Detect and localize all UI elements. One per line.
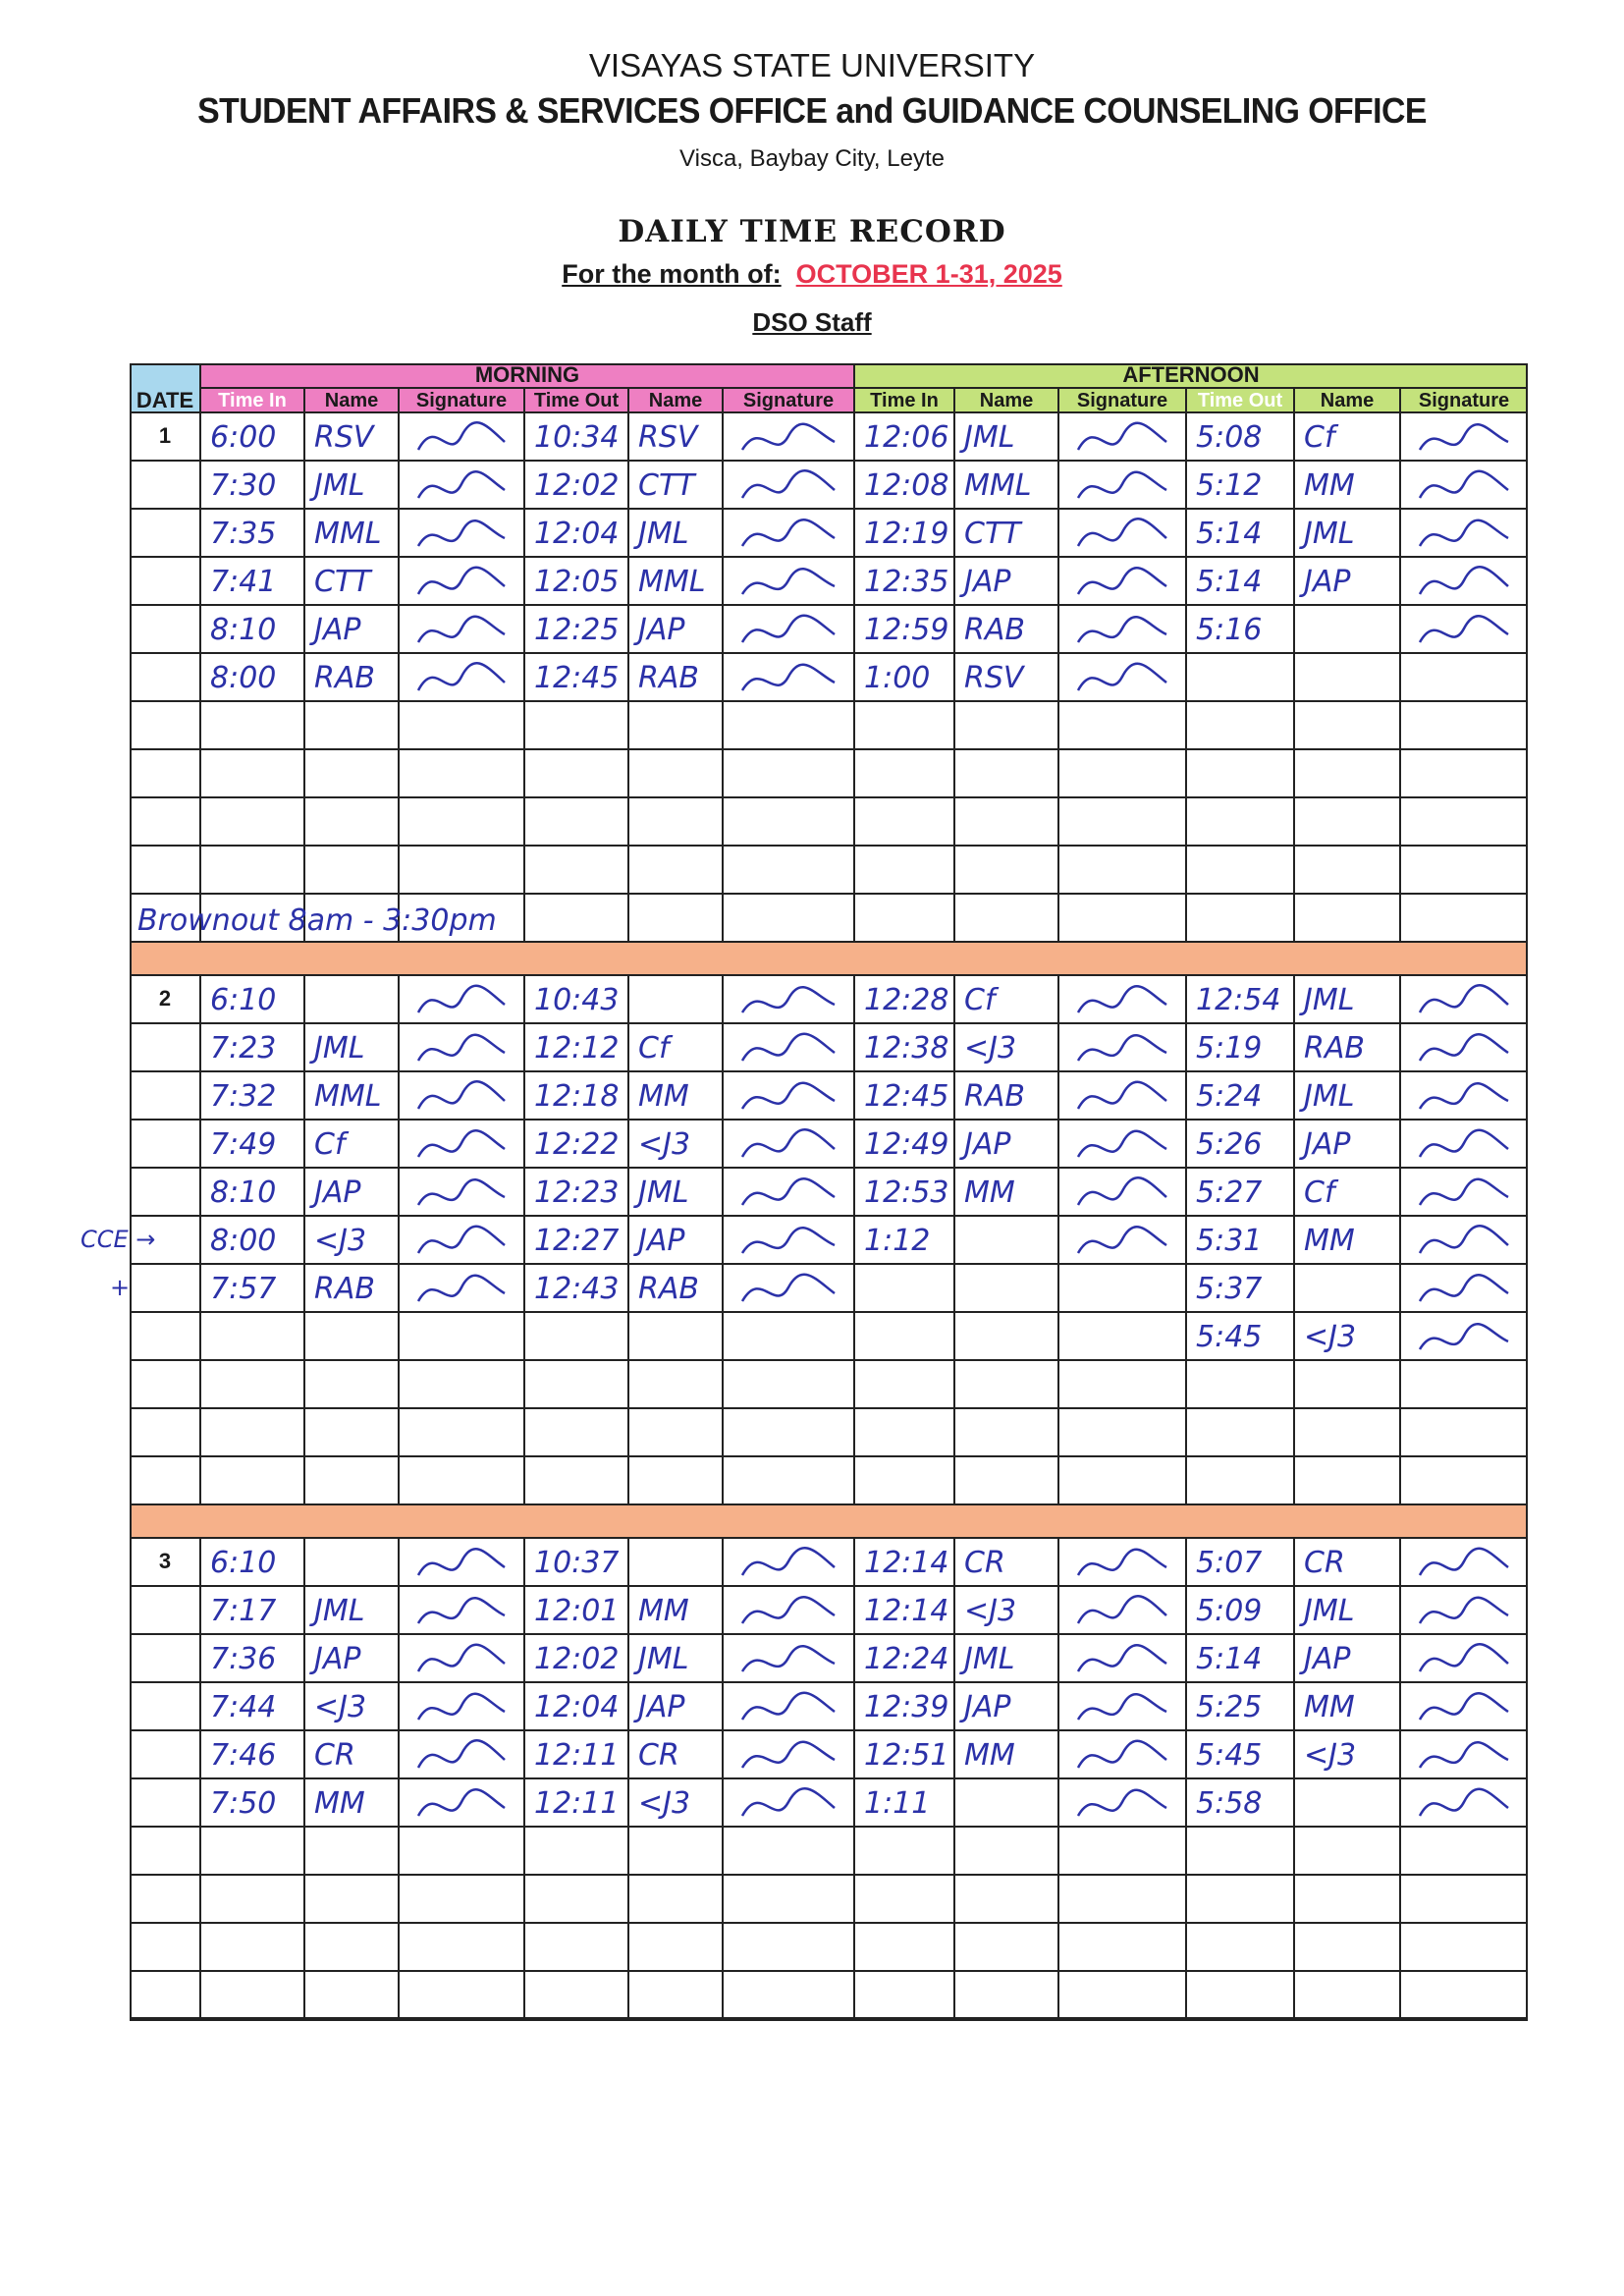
time-entry: 7:23: [210, 1031, 277, 1066]
time-entry: 5:19: [1196, 1031, 1263, 1066]
name-entry: JAP: [1304, 1642, 1351, 1676]
name-entry: JML: [964, 420, 1015, 455]
time-entry: 12:05: [534, 565, 620, 599]
month-line: [0, 259, 1624, 290]
time-entry: 5:26: [1196, 1127, 1263, 1162]
name-entry: JML: [1304, 983, 1355, 1017]
time-entry: 5:45: [1196, 1738, 1263, 1773]
office-name: STUDENT AFFAIRS & SERVICES OFFICE and GUIDANCE COUNSELING OFFICE: [197, 90, 1427, 131]
time-entry: 12:14: [864, 1546, 949, 1580]
col-header-signature: Signature: [1418, 390, 1510, 411]
name-entry: CR: [1304, 1546, 1345, 1580]
time-entry: 5:09: [1196, 1594, 1263, 1628]
signature-mark: [742, 1597, 835, 1623]
signature-mark: [1420, 1549, 1508, 1575]
time-record-table: [81, 362, 1528, 2088]
time-entry: 12:27: [534, 1224, 620, 1258]
time-entry: 12:51: [864, 1738, 949, 1773]
name-entry: Cf: [1304, 420, 1335, 455]
time-entry: 7:35: [210, 517, 277, 551]
name-entry: JAP: [1304, 1127, 1351, 1162]
time-entry: 5:14: [1196, 517, 1263, 551]
time-entry: 12:49: [864, 1127, 949, 1162]
signature-mark: [418, 1179, 505, 1205]
time-entry: 1:11: [864, 1786, 931, 1821]
signature-mark: [1078, 1596, 1166, 1623]
time-entry: 8:10: [210, 613, 277, 647]
signature-mark: [418, 1227, 505, 1253]
name-entry: CTT: [964, 517, 1021, 551]
side-mark: CCE →: [81, 1226, 156, 1253]
time-entry: 12:43: [534, 1272, 620, 1306]
signature-mark: [1078, 1131, 1166, 1157]
name-entry: Cf: [638, 1031, 670, 1066]
name-entry: MML: [314, 1079, 382, 1114]
time-entry: 5:14: [1196, 1642, 1263, 1676]
time-entry: 12:54: [1196, 983, 1281, 1017]
signature-mark: [742, 1275, 835, 1301]
time-entry: 12:28: [864, 983, 949, 1017]
signature-mark: [418, 986, 505, 1012]
time-entry: 7:32: [210, 1079, 277, 1114]
time-entry: 7:57: [210, 1272, 277, 1306]
name-entry: JAP: [964, 1127, 1011, 1162]
name-entry: RAB: [314, 661, 375, 695]
name-entry: JML: [638, 517, 689, 551]
signature-mark: [418, 1276, 505, 1301]
time-entry: 12:23: [534, 1175, 620, 1210]
signature-mark: [418, 663, 505, 690]
time-entry: 7:17: [210, 1594, 277, 1628]
name-entry: MM: [1304, 1690, 1355, 1724]
signature-mark: [1420, 520, 1508, 546]
signature-mark: [418, 568, 505, 594]
time-entry: 12:59: [864, 613, 949, 647]
time-entry: 12:24: [864, 1642, 949, 1676]
name-entry: MM: [638, 1079, 689, 1114]
col-header-time-out: Time Out: [1197, 390, 1283, 411]
signature-mark: [418, 1789, 505, 1816]
time-entry: 12:35: [864, 565, 949, 599]
signature-mark: [742, 1129, 835, 1157]
time-entry: 12:11: [534, 1786, 620, 1821]
date-cell-3: 3: [158, 1549, 172, 1573]
signature-mark: [742, 569, 835, 594]
time-entry: 5:25: [1196, 1690, 1263, 1724]
time-entry: 7:50: [210, 1786, 277, 1821]
signature-mark: [1420, 1742, 1508, 1768]
signature-mark: [418, 471, 505, 498]
time-entry: 12:53: [864, 1175, 949, 1210]
signature-mark: [1078, 617, 1166, 642]
name-entry: MM: [1304, 468, 1355, 503]
signature-mark: [1078, 1227, 1166, 1253]
time-entry: 10:37: [534, 1546, 620, 1580]
signature-mark: [742, 1228, 835, 1253]
time-entry: 12:19: [864, 517, 949, 551]
time-entry: 7:44: [210, 1690, 277, 1724]
side-mark: +: [110, 1274, 131, 1301]
signature-mark: [1420, 1644, 1508, 1671]
signature-mark: [1420, 1275, 1508, 1301]
signature-mark: [1078, 1550, 1166, 1575]
signature-mark: [1078, 1790, 1166, 1816]
signature-mark: [742, 1034, 835, 1061]
name-entry: MML: [964, 468, 1032, 503]
name-entry: Cf: [314, 1127, 346, 1162]
time-entry: 6:10: [210, 983, 277, 1017]
signature-mark: [1420, 1226, 1508, 1253]
block-separator-2: [130, 1504, 1528, 1538]
name-entry: JML: [314, 468, 365, 503]
time-entry: 5:27: [1196, 1175, 1263, 1210]
signature-mark: [742, 1083, 835, 1109]
name-entry: JML: [638, 1175, 689, 1210]
name-entry: CR: [638, 1738, 679, 1773]
time-entry: 8:10: [210, 1175, 277, 1210]
university-name: VISAYAS STATE UNIVERSITY: [588, 47, 1036, 83]
signature-mark: [418, 422, 505, 450]
name-entry: <J3: [638, 1127, 691, 1162]
form-title: DAILY TIME RECORD: [618, 214, 1006, 249]
signature-mark: [742, 1693, 835, 1720]
name-entry: JAP: [314, 1642, 361, 1676]
signature-mark: [1420, 1598, 1508, 1623]
month-value: OCTOBER 1-31, 2025: [795, 259, 1062, 289]
staff-group: DSO Staff: [752, 307, 872, 337]
signature-mark: [1078, 1694, 1166, 1720]
signature-mark: [418, 1694, 505, 1720]
signature-mark: [742, 424, 835, 450]
signature-mark: [742, 665, 835, 690]
time-entry: 7:49: [210, 1127, 277, 1162]
name-entry: JML: [638, 1642, 689, 1676]
time-entry: 5:16: [1196, 613, 1263, 647]
signature-mark: [1078, 1645, 1166, 1671]
signature-mark: [1420, 567, 1508, 594]
signature-mark: [742, 616, 835, 642]
signature-mark: [742, 1646, 835, 1671]
col-header-time-out: Time Out: [533, 390, 620, 411]
time-entry: 12:18: [534, 1079, 620, 1114]
name-entry: <J3: [964, 1594, 1017, 1628]
date-cell-2: 2: [158, 986, 172, 1011]
time-entry: 5:31: [1196, 1224, 1263, 1258]
time-entry: 6:00: [210, 420, 277, 455]
name-entry: JML: [1304, 517, 1355, 551]
name-entry: MML: [314, 517, 382, 551]
time-entry: 12:06: [864, 420, 949, 455]
time-entry: 10:34: [534, 420, 620, 455]
name-entry: RAB: [638, 1272, 699, 1306]
time-entry: 6:10: [210, 1546, 277, 1580]
col-header-name: Name: [324, 390, 379, 411]
time-entry: 5:37: [1196, 1272, 1263, 1306]
name-entry: CR: [314, 1738, 355, 1773]
signature-mark: [1420, 1179, 1508, 1205]
time-entry: 12:14: [864, 1594, 949, 1628]
signature-mark: [742, 1788, 835, 1816]
time-entry: 12:25: [534, 613, 620, 647]
signature-mark: [742, 470, 835, 498]
signature-mark: [1420, 1693, 1508, 1720]
signature-mark: [1420, 471, 1508, 498]
name-entry: CTT: [638, 468, 695, 503]
time-entry: 5:24: [1196, 1079, 1263, 1114]
time-entry: 5:08: [1196, 420, 1263, 455]
signature-mark: [1078, 664, 1166, 690]
col-header-signature: Signature: [742, 390, 835, 411]
block-separator-1: [130, 942, 1528, 975]
signature-mark: [1078, 1177, 1166, 1205]
col-header-time-in: Time In: [218, 390, 287, 411]
morning-group-label: MORNING: [474, 362, 580, 387]
time-entry: 5:07: [1196, 1546, 1263, 1580]
name-entry: RSV: [314, 420, 374, 455]
name-entry: <J3: [314, 1224, 367, 1258]
name-entry: CTT: [314, 565, 371, 599]
name-entry: <J3: [314, 1690, 367, 1724]
signature-mark: [1078, 1082, 1166, 1109]
name-entry: JML: [314, 1594, 365, 1628]
name-entry: <J3: [638, 1786, 691, 1821]
month-label: For the month of:: [562, 259, 782, 289]
signature-mark: [418, 617, 505, 642]
signature-mark: [1420, 1034, 1508, 1061]
time-entry: 5:58: [1196, 1786, 1263, 1821]
time-entry: 12:08: [864, 468, 949, 503]
name-entry: JML: [964, 1642, 1015, 1676]
time-entry: 12:04: [534, 517, 620, 551]
time-entry: 12:38: [864, 1031, 949, 1066]
time-entry: 12:22: [534, 1127, 620, 1162]
name-entry: JAP: [314, 1175, 361, 1210]
time-entry: 12:01: [534, 1594, 620, 1628]
signature-mark: [742, 519, 835, 546]
time-entry: 12:02: [534, 468, 620, 503]
signature-mark: [1420, 1324, 1508, 1349]
time-entry: 7:36: [210, 1642, 277, 1676]
name-entry: MM: [638, 1594, 689, 1628]
name-entry: RAB: [314, 1272, 375, 1306]
signature-mark: [1420, 1130, 1508, 1157]
time-entry: 8:00: [210, 1224, 277, 1258]
time-entry: 8:00: [210, 661, 277, 695]
date-cell-1: 1: [158, 423, 172, 448]
signature-mark: [1420, 424, 1508, 450]
name-entry: JAP: [638, 1690, 685, 1724]
signature-mark: [1078, 519, 1166, 546]
signature-mark: [418, 1081, 505, 1109]
signature-mark: [418, 1035, 505, 1061]
col-header-signature: Signature: [1076, 390, 1168, 411]
col-header-name: Name: [1320, 390, 1375, 411]
name-entry: RAB: [638, 661, 699, 695]
signature-mark: [1078, 986, 1166, 1012]
name-entry: JML: [1304, 1594, 1355, 1628]
time-entry: 5:12: [1196, 468, 1263, 503]
time-entry: 12:02: [534, 1642, 620, 1676]
name-entry: MML: [638, 565, 706, 599]
signature-mark: [742, 1178, 835, 1205]
time-entry: 12:45: [534, 661, 620, 695]
name-entry: MM: [964, 1738, 1015, 1773]
time-entry: 5:14: [1196, 565, 1263, 599]
time-entry: 12:45: [864, 1079, 949, 1114]
time-entry: 7:46: [210, 1738, 277, 1773]
time-entry: 10:43: [534, 983, 620, 1017]
name-entry: <J3: [1304, 1738, 1357, 1773]
name-entry: <J3: [964, 1031, 1017, 1066]
signature-mark: [742, 987, 835, 1012]
name-entry: RAB: [964, 613, 1025, 647]
col-header-name: Name: [648, 390, 703, 411]
name-entry: Cf: [1304, 1175, 1335, 1210]
time-entry: 12:11: [534, 1738, 620, 1773]
office-address: Visca, Baybay City, Leyte: [679, 145, 945, 172]
time-entry: 7:41: [210, 565, 277, 599]
name-entry: MM: [964, 1175, 1015, 1210]
name-entry: RAB: [1304, 1031, 1365, 1066]
name-entry: Cf: [964, 983, 996, 1017]
signature-mark: [1078, 568, 1166, 594]
time-entry: 12:12: [534, 1031, 620, 1066]
name-entry: CR: [964, 1546, 1005, 1580]
time-entry: 12:04: [534, 1690, 620, 1724]
signature-mark: [418, 1130, 505, 1157]
brownout-note: Brownout 8am - 3:30pm: [137, 903, 497, 938]
signature-mark: [418, 520, 505, 546]
signature-mark: [1078, 1741, 1166, 1768]
signature-mark: [1420, 1789, 1508, 1816]
name-entry: JAP: [964, 1690, 1011, 1724]
time-entry: 1:00: [864, 661, 931, 695]
signature-mark: [1078, 472, 1166, 498]
signature-mark: [418, 1645, 505, 1671]
col-header-date: DATE: [135, 388, 194, 412]
signature-mark: [418, 1549, 505, 1575]
signature-mark: [1078, 423, 1166, 450]
time-entry: 1:12: [864, 1224, 931, 1258]
signature-mark: [1078, 1035, 1166, 1061]
time-entry: 12:39: [864, 1690, 949, 1724]
name-entry: RSV: [638, 420, 698, 455]
signature-mark: [1420, 1083, 1508, 1109]
signature-mark: [1420, 985, 1508, 1012]
time-entry: 7:30: [210, 468, 277, 503]
name-entry: JML: [314, 1031, 365, 1066]
afternoon-group-label: AFTERNOON: [1122, 362, 1260, 387]
name-entry: JAP: [964, 565, 1011, 599]
name-entry: <J3: [1304, 1320, 1357, 1354]
signature-mark: [1420, 616, 1508, 642]
name-entry: MM: [1304, 1224, 1355, 1258]
col-header-time-in: Time In: [870, 390, 939, 411]
name-entry: JML: [1304, 1079, 1355, 1114]
col-header-name: Name: [979, 390, 1034, 411]
name-entry: MM: [314, 1786, 365, 1821]
time-entry: 5:45: [1196, 1320, 1263, 1354]
signature-mark: [742, 1548, 835, 1575]
col-header-signature: Signature: [415, 390, 508, 411]
signature-mark: [418, 1598, 505, 1623]
name-entry: RAB: [964, 1079, 1025, 1114]
name-entry: RSV: [964, 661, 1024, 695]
name-entry: JAP: [1304, 565, 1351, 599]
name-entry: JAP: [638, 1224, 685, 1258]
signature-mark: [742, 1742, 835, 1768]
signature-mark: [418, 1740, 505, 1768]
name-entry: JAP: [638, 613, 685, 647]
name-entry: JAP: [314, 613, 361, 647]
